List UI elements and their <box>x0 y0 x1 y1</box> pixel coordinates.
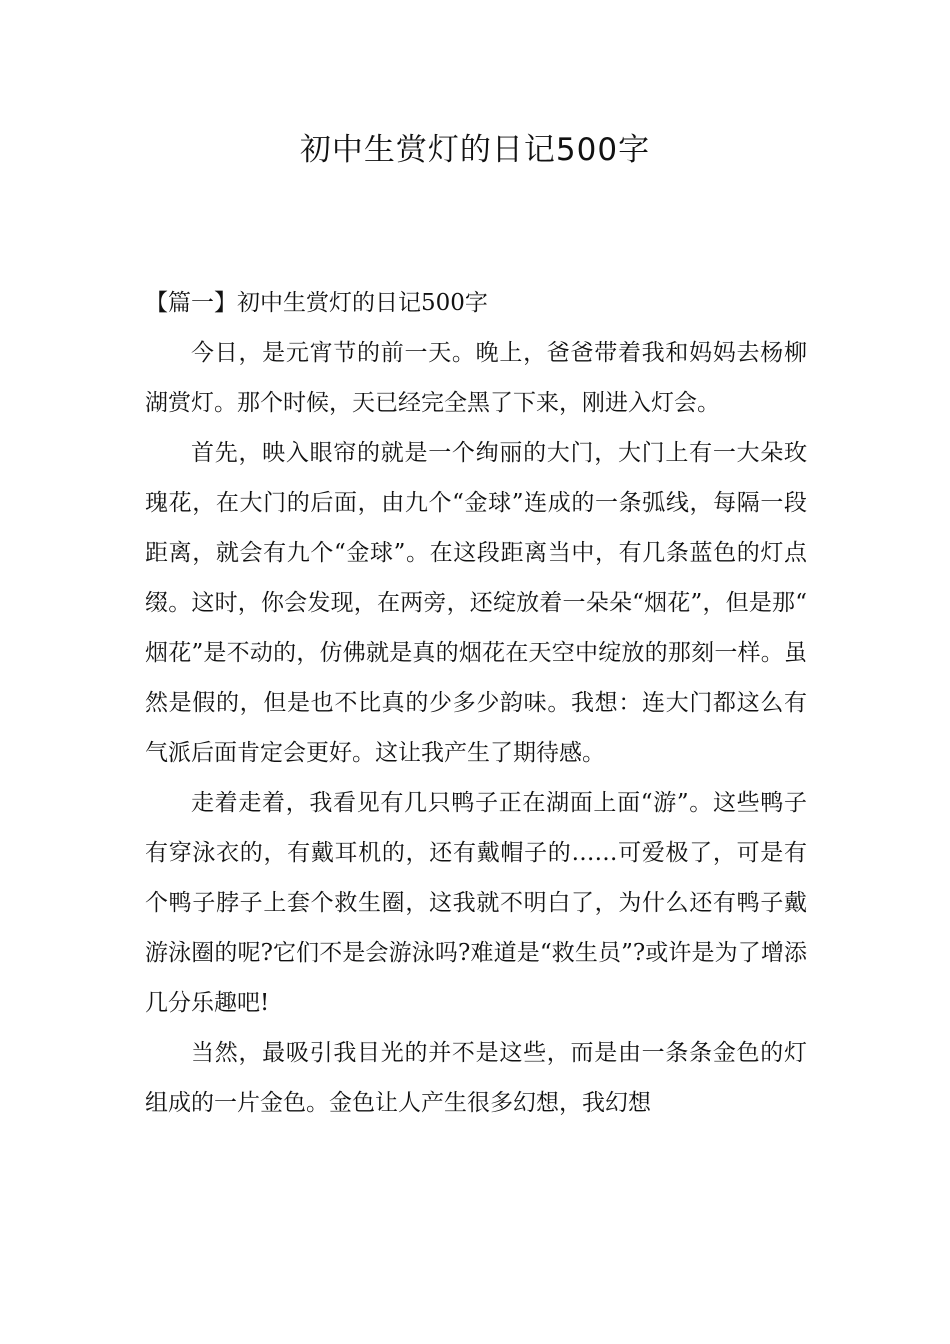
paragraph-1: 今日，是元宵节的前一天。晚上，爸爸带着我和妈妈去杨柳湖赏灯。那个时候，天已经完全黑了下来，刚进入灯会。 <box>145 340 807 416</box>
paragraph-4: 当然，最吸引我目光的并不是这些，而是由一条条金色的灯组成的一片金色。金色让人产生很多幻想，我幻想 <box>145 1040 807 1116</box>
document-title: 初中生赏灯的日记500字 <box>299 132 651 168</box>
paragraph-2: 首先，映入眼帘的就是一个绚丽的大门，大门上有一大朵玫瑰花，在大门的后面，由九个“金球”连成的一条弧线，每隔一段距离，就会有九个“金球”。在这段距离当中，有几条蓝色的灯点缀。这时，你会发现，在两旁，还绽放着一朵朵“烟花”，但是那“烟花”是不动的，仿佛就是真的烟花在天空中绽放的那刻一样。虽然是假的，但是也不比真的少多少韵味。我想：连大门都这么有气派后面肯定会更好。这让我产生了期待感。 <box>145 440 807 766</box>
document-body <box>145 278 807 1128</box>
paragraph-3: 走着走着，我看见有几只鸭子正在湖面上面“游”。这些鸭子有穿泳衣的，有戴耳机的，还有戴帽子的……可爱极了，可是有个鸭子脖子上套个救生圈，这我就不明白了，为什么还有鸭子戴游泳圈的呢?它们不是会游泳吗?难道是“救生员”?或许是为了增添几分乐趣吧! <box>145 790 807 1016</box>
section-heading: 【篇一】初中生赏灯的日记500字 <box>145 290 488 316</box>
